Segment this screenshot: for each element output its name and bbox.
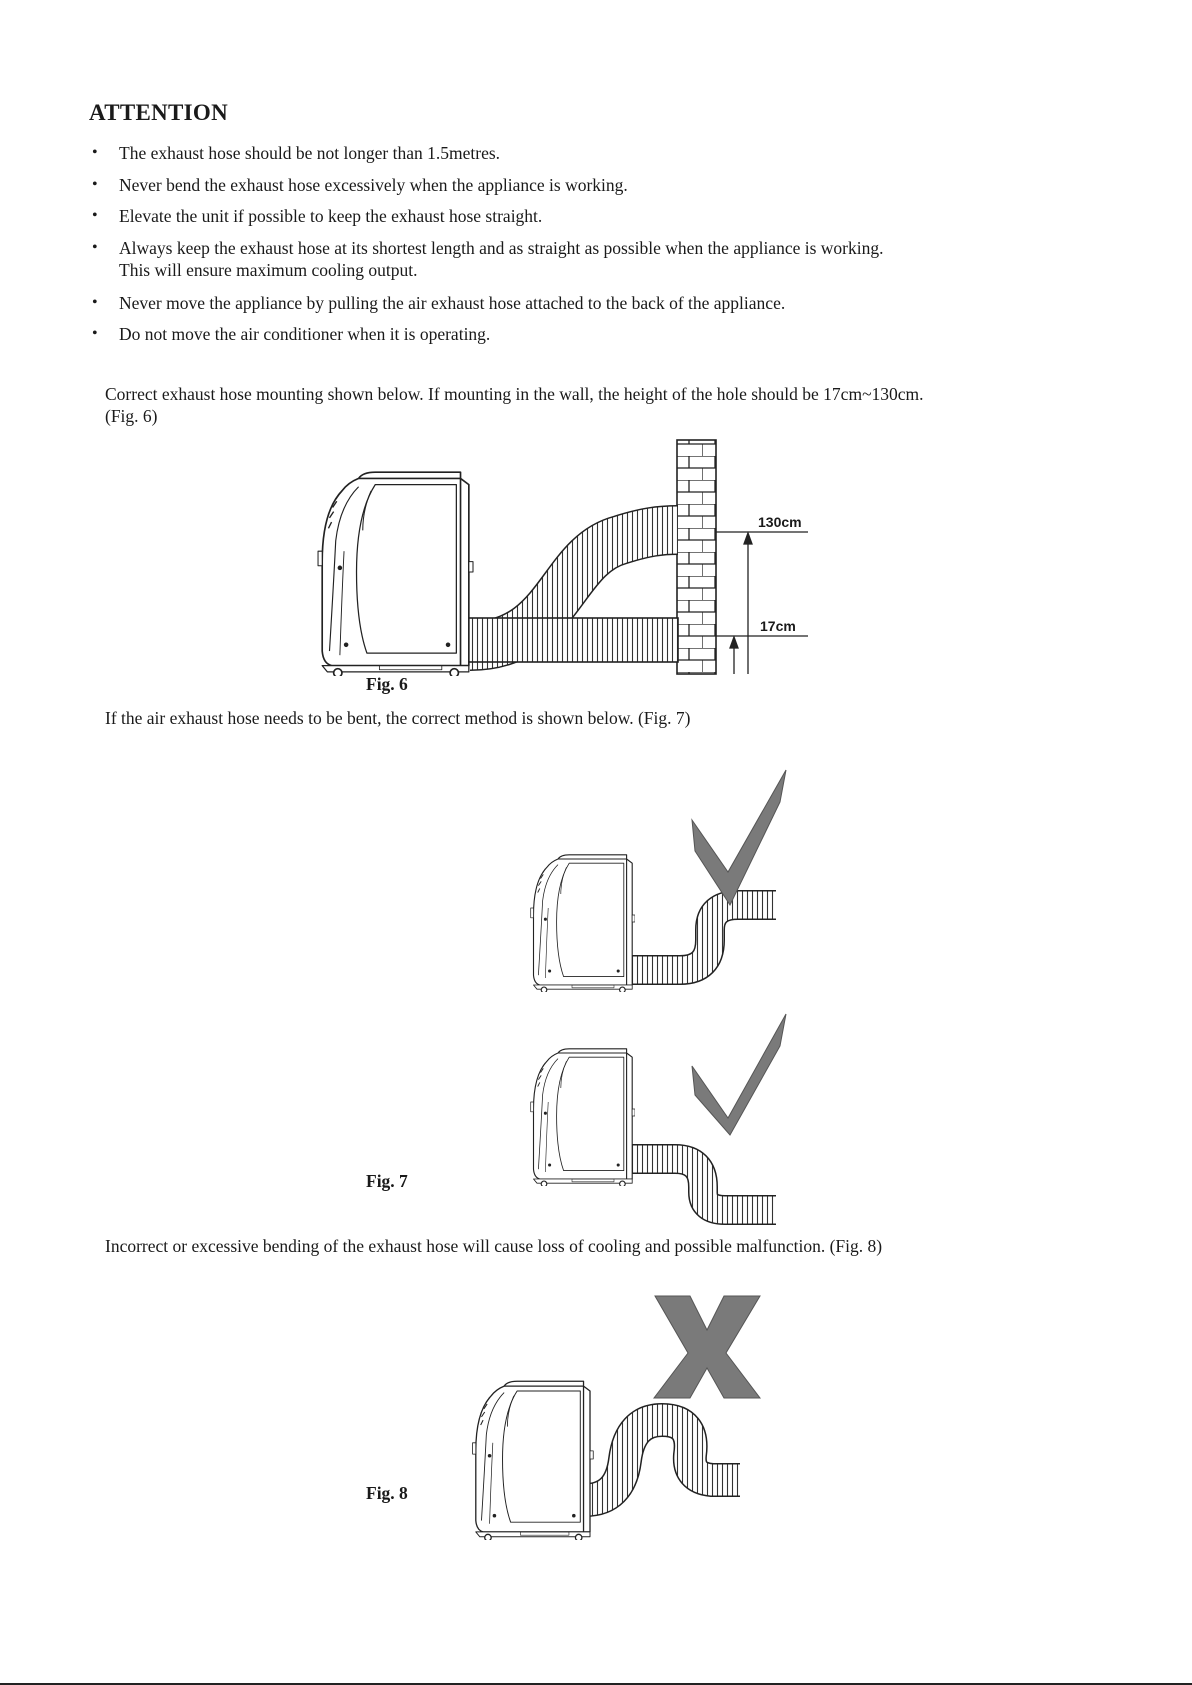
- fig6-label: Fig. 6: [366, 674, 408, 694]
- fig6-illustration: [318, 440, 808, 677]
- fig8-intro: Incorrect or excessive bending of the exhaust hose will cause loss of cooling and possible malfunction. (Fig. 8): [105, 1236, 883, 1256]
- air-conditioner-unit: [531, 855, 635, 993]
- fig6-intro-line: Correct exhaust hose mounting shown below. If mounting in the wall, the height of the hole should be 17cm~130cm.: [105, 384, 924, 404]
- list-item-line: Always keep the exhaust hose at its shortest length and as straight as possible when the appliance is working.: [119, 237, 884, 258]
- fig6-intro-ref: (Fig. 6): [105, 406, 158, 426]
- check-mark-icon: [692, 1014, 786, 1135]
- fig7-top-illustration: [531, 770, 786, 993]
- wall: [677, 440, 716, 674]
- exhaust-hose: [628, 1159, 776, 1210]
- air-conditioner-unit: [318, 472, 473, 677]
- fig7-bottom-illustration: [531, 1014, 786, 1210]
- list-item: • Never move the appliance by pulling the air exhaust hose attached to the back of the appliance.: [89, 292, 1149, 314]
- list-item: • Do not move the air conditioner when it is operating.: [89, 323, 1149, 345]
- dimension-17cm: 17cm: [760, 618, 796, 634]
- exhaust-hose-lower: [464, 618, 678, 662]
- height-dimensions: [716, 532, 808, 674]
- fig7-label: Fig. 7: [366, 1171, 408, 1191]
- list-item-line: This will ensure maximum cooling output.: [119, 259, 418, 280]
- list-item: • Elevate the unit if possible to keep the exhaust hose straight.: [89, 205, 1149, 227]
- fig8-illustration: [473, 1296, 760, 1541]
- list-item: • Never bend the exhaust hose excessively when the appliance is working.: [89, 174, 1149, 196]
- exhaust-hose: [628, 905, 776, 970]
- dimension-130cm: 130cm: [758, 514, 802, 530]
- cross-mark-icon: [654, 1296, 760, 1398]
- list-item: • The exhaust hose should be not longer than 1.5metres.: [89, 142, 1149, 164]
- check-mark-icon: [692, 770, 786, 905]
- fig7-intro: If the air exhaust hose needs to be bent, the correct method is shown below. (Fig. 7): [105, 708, 691, 728]
- air-conditioner-unit: [531, 1049, 635, 1187]
- page-title: ATTENTION: [89, 100, 229, 125]
- fig8-label: Fig. 8: [366, 1483, 408, 1503]
- air-conditioner-unit: [473, 1381, 594, 1541]
